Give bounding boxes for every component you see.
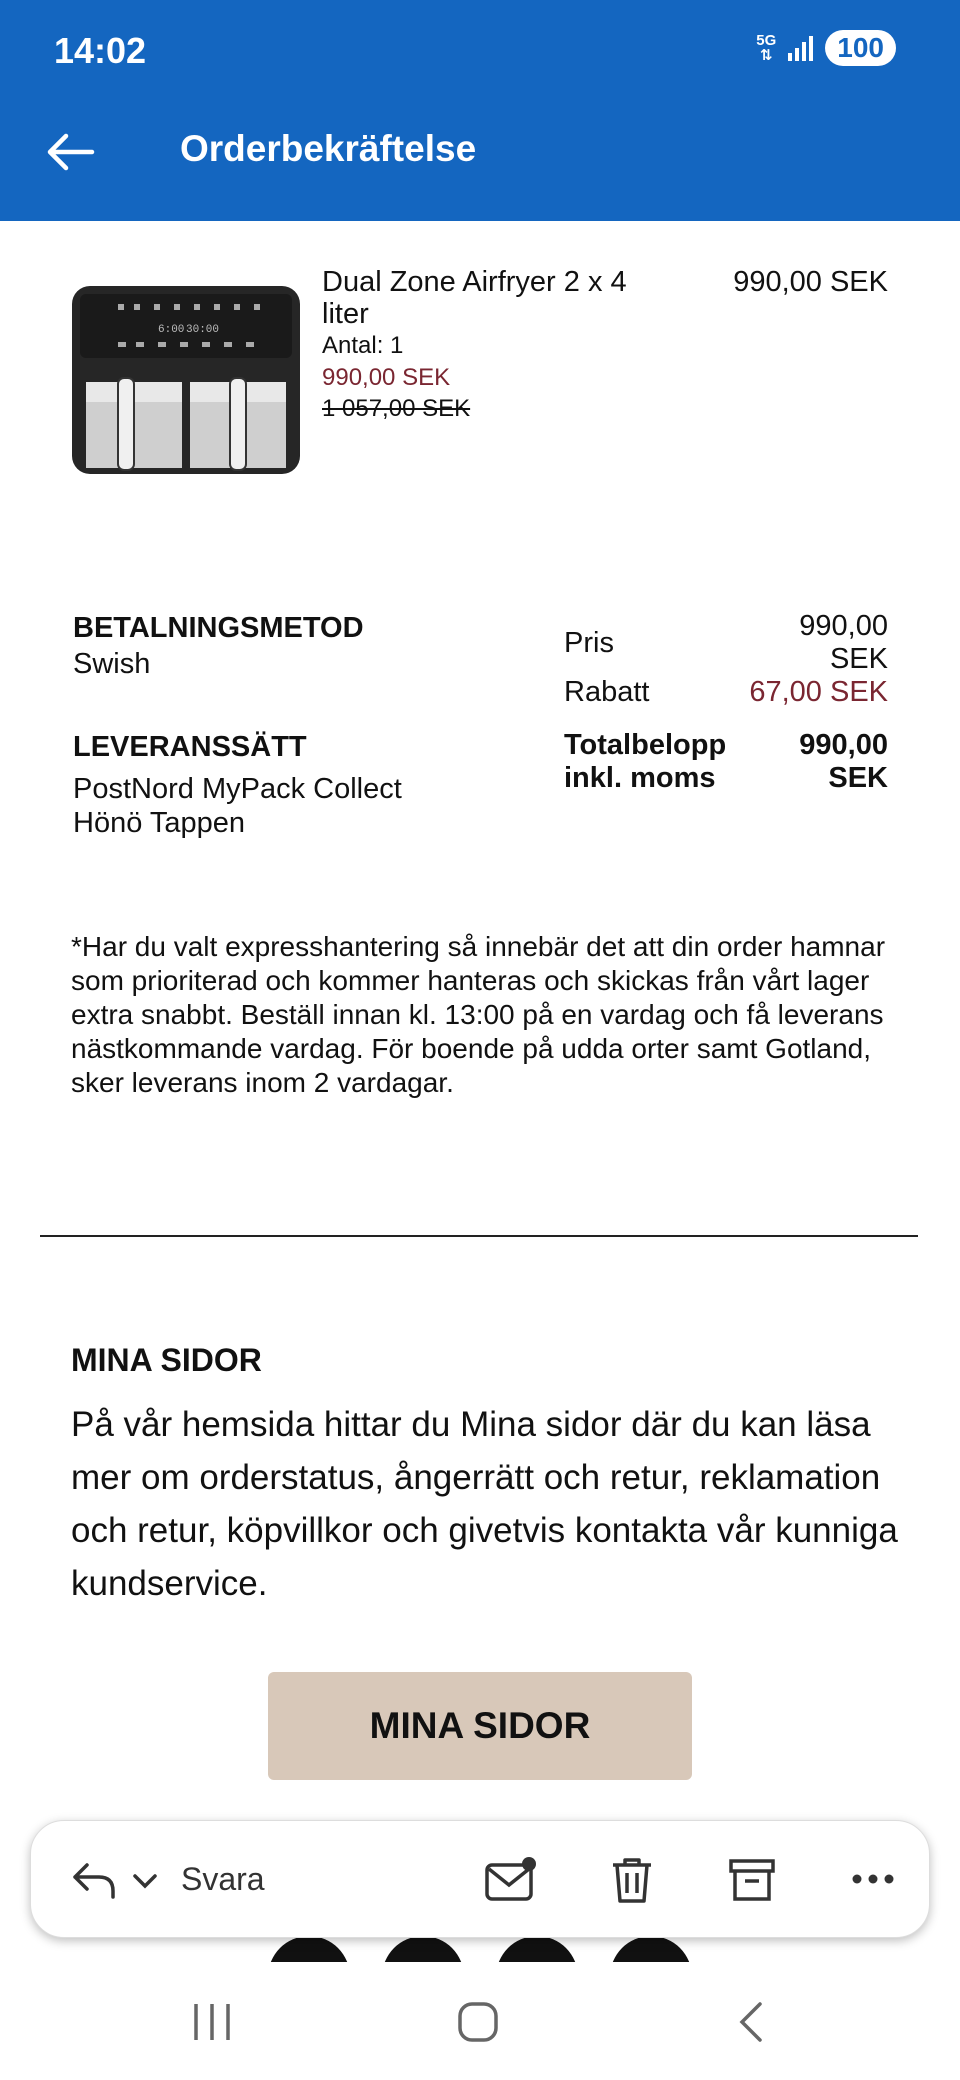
product-sale-price: 990,00 SEK <box>322 364 451 391</box>
mina-sidor-heading: MINA SIDOR <box>71 1342 262 1378</box>
product-original-price: 1 057,00 SEK <box>322 395 471 422</box>
display-time-left: 6:00 <box>158 324 185 336</box>
home-icon[interactable] <box>456 2000 500 2044</box>
trash-icon[interactable] <box>607 1855 657 1905</box>
archive-icon[interactable] <box>727 1855 777 1905</box>
chevron-down-icon[interactable] <box>131 1867 159 1895</box>
discount-value: 67,00 SEK <box>749 676 888 708</box>
delivery-line2: Hönö Tappen <box>73 807 246 839</box>
mark-unread-icon[interactable] <box>483 1855 539 1905</box>
product-name[interactable]: Dual Zone Airfryer 2 x 4 liter <box>322 266 627 330</box>
reply-icon[interactable] <box>69 1855 119 1905</box>
delivery-line1: PostNord MyPack Collect <box>73 773 402 805</box>
payment-heading: BETALNINGSMETOD <box>73 612 364 644</box>
app-header <box>0 0 960 221</box>
page-title: Orderbekräftelse <box>180 128 477 169</box>
product-line-total: 990,00 SEK <box>733 266 888 298</box>
mina-sidor-button[interactable]: MINA SIDOR <box>268 1672 692 1780</box>
recent-apps-icon[interactable] <box>190 2000 234 2044</box>
total-value: 990,00 SEK <box>799 729 888 794</box>
product-quantity: Antal: 1 <box>322 332 404 359</box>
summary-total-row <box>564 729 888 795</box>
price-value: 990,00 SEK <box>799 610 888 675</box>
summary-discount-row <box>564 676 888 709</box>
airfryer-product-image <box>70 282 302 476</box>
product-info <box>322 266 652 424</box>
network-5g-icon: 5G ⇅ <box>756 32 777 64</box>
summary-price-row <box>564 610 888 676</box>
express-notice: *Har du valt expresshantering så innebär det att din order hamnar som prioriterad och kommer hanteras och skickas från vårt lager extra snabbt. Beställ innan kl. 13:00 på en vardag och få leverans nästkommande vardag. För boende på udda orter samt Gotland, sker leverans inom 2 vardagar. <box>71 931 886 1098</box>
total-label: Totalbelopp inkl. moms <box>564 729 727 794</box>
divider <box>40 1235 918 1237</box>
network-label: 5G <box>756 32 777 49</box>
signal-icon <box>788 35 813 61</box>
status-icons <box>756 30 896 66</box>
status-time: 14:02 <box>54 30 147 71</box>
reply-label[interactable]: Svara <box>181 1861 265 1897</box>
back-nav-icon[interactable] <box>730 2000 774 2044</box>
order-summary <box>564 610 888 795</box>
order-details <box>73 612 503 840</box>
price-label: Pris <box>564 626 614 659</box>
more-options-icon[interactable] <box>849 1869 897 1889</box>
delivery-heading: LEVERANSSÄTT <box>73 731 307 763</box>
discount-label: Rabatt <box>564 676 650 708</box>
back-arrow-icon[interactable] <box>42 124 98 180</box>
battery-indicator: 100 <box>825 30 896 66</box>
display-time-right: 30:00 <box>186 324 220 336</box>
payment-value: Swish <box>73 648 151 680</box>
reply-toolbar <box>30 1820 930 1938</box>
mina-sidor-text: På vår hemsida hittar du Mina sidor där du kan läsa mer om orderstatus, ångerrätt och retur, reklamation och retur, köpvillkor och givetvis kontakta vår kunniga kundservice. <box>71 1405 898 1603</box>
